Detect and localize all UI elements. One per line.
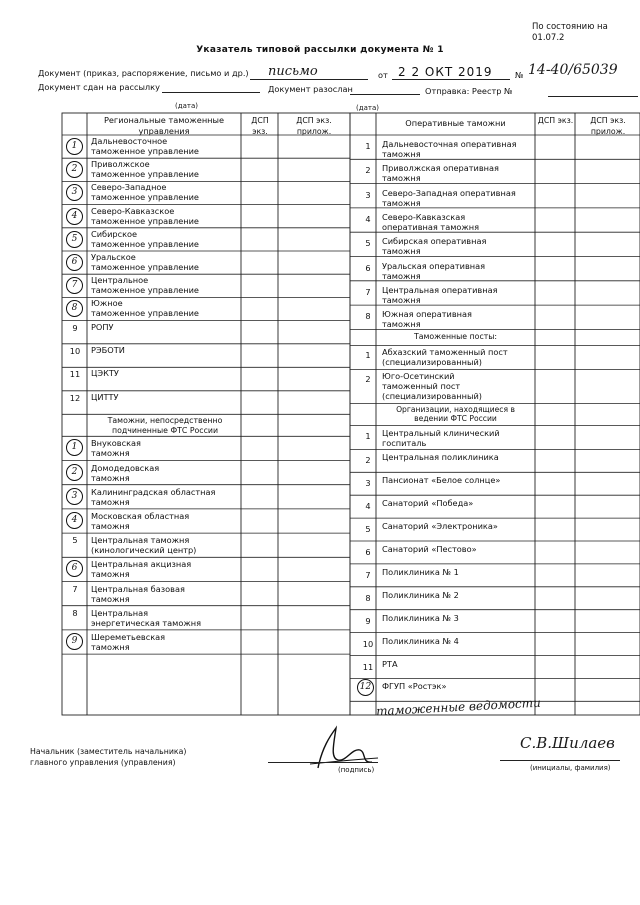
section-title-direct-customs-cont: подчиненные ФТС России [111, 426, 219, 436]
row-number: 10 [362, 638, 374, 649]
recipient-name: Санаторий «Электроника» [382, 521, 498, 532]
number-label: № [515, 70, 524, 80]
circled-number: 4 [66, 208, 83, 225]
row-number: 2 [365, 374, 371, 385]
recipient-name: Сибирское [91, 228, 138, 239]
recipient-name: Центральная акцизная [91, 559, 192, 570]
circled-number: 1 [66, 439, 83, 456]
circled-number: 2 [66, 464, 83, 481]
recipient-name-cont: таможня [382, 246, 421, 257]
doc-type-value: письмо [268, 64, 318, 79]
recipient-name: Центральная таможня [91, 535, 190, 546]
recipient-name: Дальневосточная оперативная [382, 139, 517, 149]
recipient-name: Санаторий «Пестово» [382, 544, 477, 554]
handwritten-extra-entry: таможенные ведомости [375, 695, 542, 719]
recipient-name: Поликлиника № 1 [382, 566, 459, 577]
recipient-name-cont: таможенное управление [91, 238, 199, 249]
recipient-name: Дальневосточное [91, 136, 168, 146]
circled-number: 3 [66, 488, 83, 505]
row-number: 12 [69, 392, 81, 403]
row-number: 1 [365, 141, 371, 151]
circled-number: 1 [66, 138, 83, 155]
name-line [500, 760, 620, 761]
recipient-name: Шереметьевская [91, 631, 166, 642]
recipient-name-cont: таможня [91, 448, 130, 459]
signature-hint: (подпись) [338, 766, 375, 774]
recipient-name-cont: таможенное управление [91, 146, 199, 156]
left-header-dsp-copies: ДСП экз. [251, 116, 269, 136]
row-number: 9 [72, 322, 78, 333]
right-header-dsp-copies: ДСП экз. [537, 116, 574, 125]
recipient-name: Юго-Осетинский [382, 371, 455, 382]
recipient-name: Центральная [91, 607, 149, 618]
recipient-name-cont: таможня [91, 569, 130, 580]
circled-number: 8 [66, 300, 83, 317]
recipient-name: Центральная оперативная [382, 284, 498, 295]
row-number: 4 [365, 213, 371, 224]
recipient-name: РЭБОТИ [91, 344, 125, 355]
doc-type-label: Документ (приказ, распоряжение, письмо и др.) [38, 68, 249, 78]
right-header-operational: Оперативные таможни [405, 118, 506, 128]
status-date-note: По состоянию на 01.07.2 [532, 22, 608, 43]
recipient-name-cont: таможня [91, 472, 130, 483]
recipient-name: Центральный клинический [382, 428, 500, 439]
recipient-name-cont: таможня [382, 197, 421, 208]
sent-date-hint: (дата) [356, 104, 379, 112]
left-header-dsp-attachments: ДСП экз. прилож. [296, 116, 332, 136]
row-number: 2 [365, 165, 371, 176]
section-title-organizations-cont: ведении ФТС России [414, 414, 497, 424]
recipient-name-cont: таможня [382, 149, 421, 159]
signature-line [268, 762, 378, 763]
recipient-name: Приволжская оперативная [382, 163, 499, 174]
recipient-name-cont: оперативная таможня [382, 221, 480, 232]
row-number: 7 [72, 583, 78, 594]
doc-number-value: 14-40/65039 [528, 62, 618, 78]
recipient-name-cont: таможня [382, 319, 421, 330]
row-number: 8 [365, 592, 371, 603]
recipient-name: Домодедовская [91, 462, 160, 473]
from-label: от [378, 70, 388, 80]
circled-number: 4 [66, 512, 83, 529]
circled-number: 9 [66, 633, 83, 650]
row-number: 8 [72, 607, 78, 618]
row-number: 2 [365, 455, 371, 466]
recipient-name-cont: таможня [91, 520, 130, 531]
recipient-name-cont: таможенный пост [382, 381, 461, 392]
recipient-name: Абхазский таможенный пост [382, 347, 508, 358]
recipient-name-cont: таможенное управление [91, 215, 199, 226]
recipient-name: ЦИТТУ [91, 391, 119, 402]
recipient-name: Южная оперативная [382, 309, 472, 320]
recipient-name: Московская областная [91, 510, 190, 521]
signatory-name: С.В.Шилаев [520, 734, 615, 752]
recipient-name: Центральная базовая [91, 583, 185, 594]
recipient-name-cont: таможенное управление [91, 308, 199, 319]
recipient-name: Калининградская областная [91, 486, 216, 497]
circled-number: 6 [66, 254, 83, 271]
circled-number: 12 [357, 679, 374, 696]
circled-number: 7 [66, 277, 83, 294]
row-number: 3 [365, 478, 371, 489]
row-number: 3 [365, 189, 371, 200]
row-number: 5 [72, 535, 78, 546]
row-number: 7 [365, 569, 371, 580]
recipient-name-cont: таможенное управление [91, 169, 199, 180]
recipient-name-cont: таможня [91, 641, 130, 652]
row-number: 5 [365, 524, 371, 535]
name-hint: (инициалы, фамилия) [530, 764, 611, 772]
recipient-name: ФГУП «Ростэк» [382, 681, 447, 692]
recipient-name-cont: таможня [91, 593, 130, 604]
recipient-name-cont: таможенное управление [91, 192, 199, 203]
recipient-name-cont: таможня [382, 173, 421, 184]
row-number: 9 [365, 615, 371, 626]
recipient-name: ЦЭКТУ [91, 368, 119, 379]
circled-number: 3 [66, 184, 83, 201]
row-number: 6 [365, 547, 371, 557]
row-number: 1 [365, 431, 371, 442]
recipient-name: Северо-Западная оперативная [382, 187, 516, 198]
recipient-name: РТА [382, 658, 398, 669]
doc-date-stamp: 2 2 ОКТ 2019 [398, 65, 493, 79]
right-header-dsp-attachments: ДСП экз. прилож. [590, 116, 626, 136]
section-title-direct-customs: Таможни, непосредственно [107, 416, 223, 426]
recipient-name-cont: (кинологический центр) [91, 545, 197, 556]
left-header-regional: Региональные таможенные управления [103, 115, 225, 136]
recipient-name: Поликлиника № 3 [382, 612, 459, 623]
row-number: 11 [69, 369, 81, 380]
recipient-name: Поликлиника № 4 [382, 635, 459, 646]
circled-number: 5 [66, 231, 83, 248]
recipient-name-cont: госпиталь [382, 438, 427, 449]
recipient-name: Северо-Западное [91, 182, 167, 193]
recipient-name: Южное [91, 298, 123, 309]
recipient-name-cont: таможня [382, 270, 421, 281]
row-number: 7 [365, 286, 371, 297]
recipient-name: Пансионат «Белое солнце» [382, 475, 501, 486]
row-number: 1 [365, 350, 371, 361]
recipient-name: Санаторий «Победа» [382, 498, 474, 509]
dispatch-label: Отправка: Реестр № [425, 86, 513, 96]
recipient-name-cont: энергетическая таможня [91, 617, 202, 628]
recipient-name-cont: таможня [91, 496, 130, 507]
recipient-name: Северо-Кавказская [382, 211, 466, 222]
row-number: 10 [69, 345, 81, 356]
signatory-title-line2: главного управления (управления) [30, 758, 176, 767]
handed-over-date-hint: (дата) [175, 102, 198, 110]
row-number: 5 [365, 238, 371, 249]
recipient-name: Внуковская [91, 438, 141, 449]
recipient-name-cont: (специализированный) [382, 391, 482, 402]
recipient-name-cont: таможенное управление [91, 285, 199, 296]
recipient-name-cont: (специализированный) [382, 357, 482, 368]
recipient-name: Приволжское [91, 159, 150, 170]
section-title-organizations: Организации, находящиеся в [396, 405, 515, 415]
recipient-name: Уральская оперативная [382, 260, 486, 271]
recipient-name: Центральное [91, 275, 149, 286]
handed-over-label: Документ сдан на рассылку [38, 82, 160, 92]
section-title-customs-posts: Таможенные посты: [413, 332, 498, 342]
circled-number: 6 [66, 560, 83, 577]
page-title: Указатель типовой рассылки документа № 1 [196, 45, 444, 55]
recipient-name: Северо-Кавказское [91, 205, 175, 216]
recipient-name-cont: таможня [382, 294, 421, 305]
row-number: 8 [365, 311, 371, 322]
sent-label: Документ разослан [268, 84, 353, 94]
recipient-name: Центральная поликлиника [382, 452, 499, 463]
recipient-name-cont: таможенное управление [91, 262, 199, 272]
row-number: 6 [365, 262, 371, 273]
recipient-name: Уральское [91, 252, 136, 262]
row-number: 4 [365, 501, 371, 512]
row-number: 11 [362, 661, 374, 672]
recipient-name: Поликлиника № 2 [382, 589, 459, 600]
recipient-name: РОПУ [91, 321, 114, 332]
circled-number: 2 [66, 161, 83, 178]
recipient-name: Сибирская оперативная [382, 236, 487, 247]
signatory-title-line1: Начальник (заместитель начальника) [30, 747, 187, 756]
